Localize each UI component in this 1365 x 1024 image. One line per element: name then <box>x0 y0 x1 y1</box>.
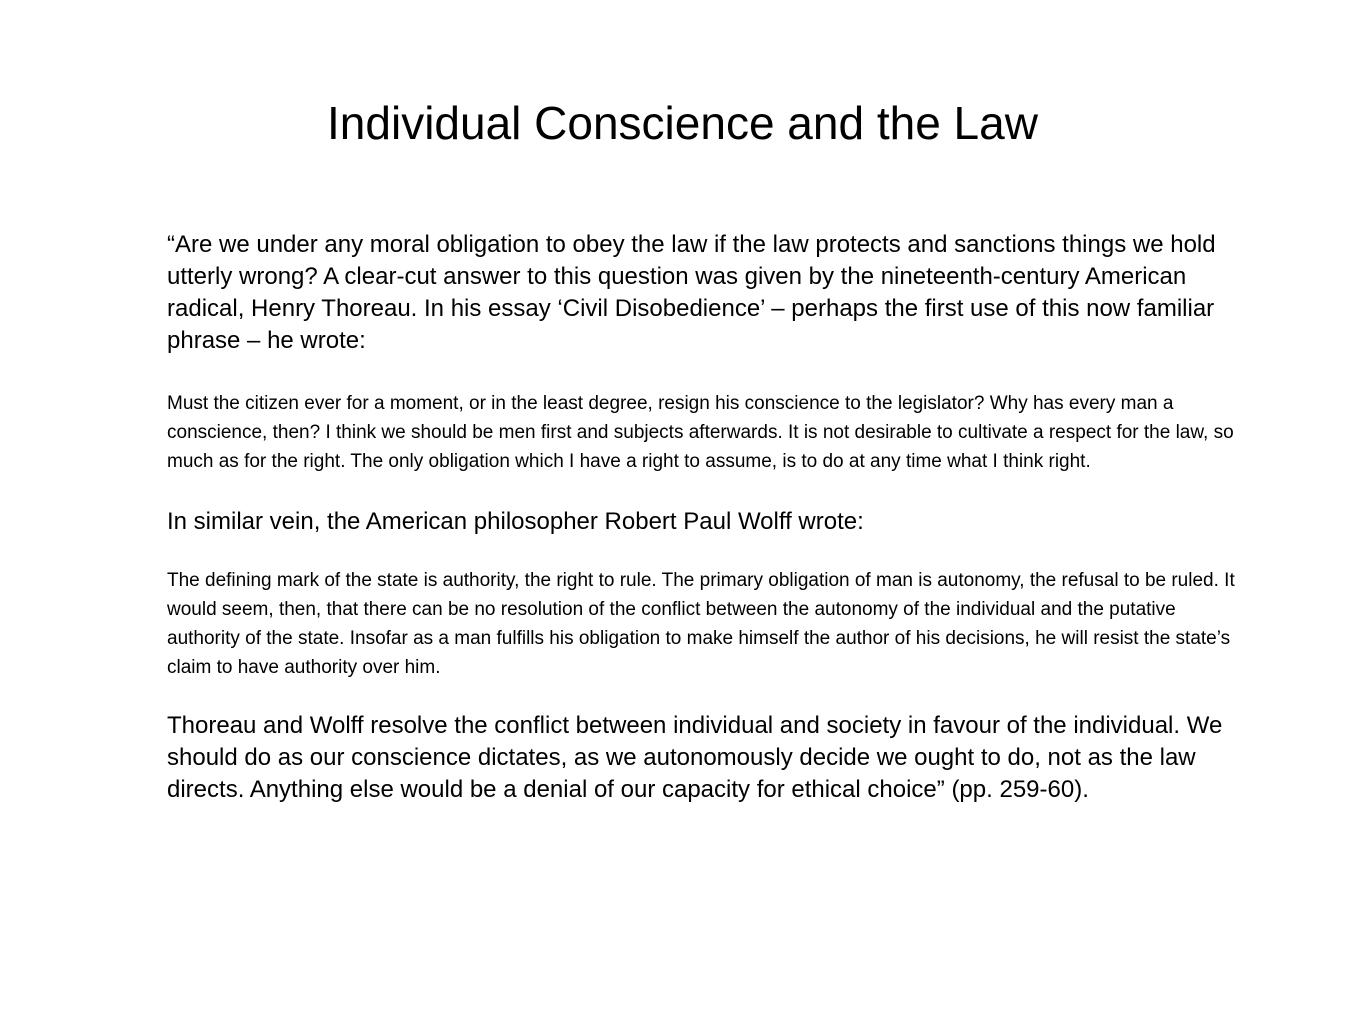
slide-title: Individual Conscience and the Law <box>327 97 1038 149</box>
intro-paragraph: “Are we under any moral obligation to obey the law if the law protects and sanctions things we hold utterly wrong? A clear-cut answer to this question was given by the nineteenth-century American radical, Henry Thoreau. In his essay ‘Civil Disobedience’ – perhaps the first use of this now familiar phrase – he wrote: <box>167 231 1216 354</box>
thoreau-quote: Must the citizen ever for a moment, or in the least degree, resign his conscience to the legislator? Why has every man a conscience, then? I think we should be men first and subjects afterwards. It is not desirable to cultivate a respect for the law, so much as for the right. The only obligation which I have a right to assume, is to do at any time what I think right. <box>167 393 1234 472</box>
slide-body <box>167 229 1247 806</box>
wolff-quote: The defining mark of the state is authority, the right to rule. The primary obligation of man is autonomy, the refusal to be ruled. It would seem, then, that there can be no resolution of the conflict between the autonomy of the individual and the putative authority of the state. Insofar as a man fulfills his obligation to make himself the author of his decisions, he will resist the state’s claim to have authority over him. <box>167 570 1235 678</box>
conclusion-paragraph: Thoreau and Wolff resolve the conflict between individual and society in favour of the individual. We should do as our conscience dictates, as we autonomously decide we ought to do, not as the law directs. Anything else would be a denial of our capacity for ethical choice” (pp. 259-60). <box>167 712 1223 803</box>
transition-paragraph: In similar vein, the American philosopher Robert Paul Wolff wrote: <box>167 508 864 535</box>
